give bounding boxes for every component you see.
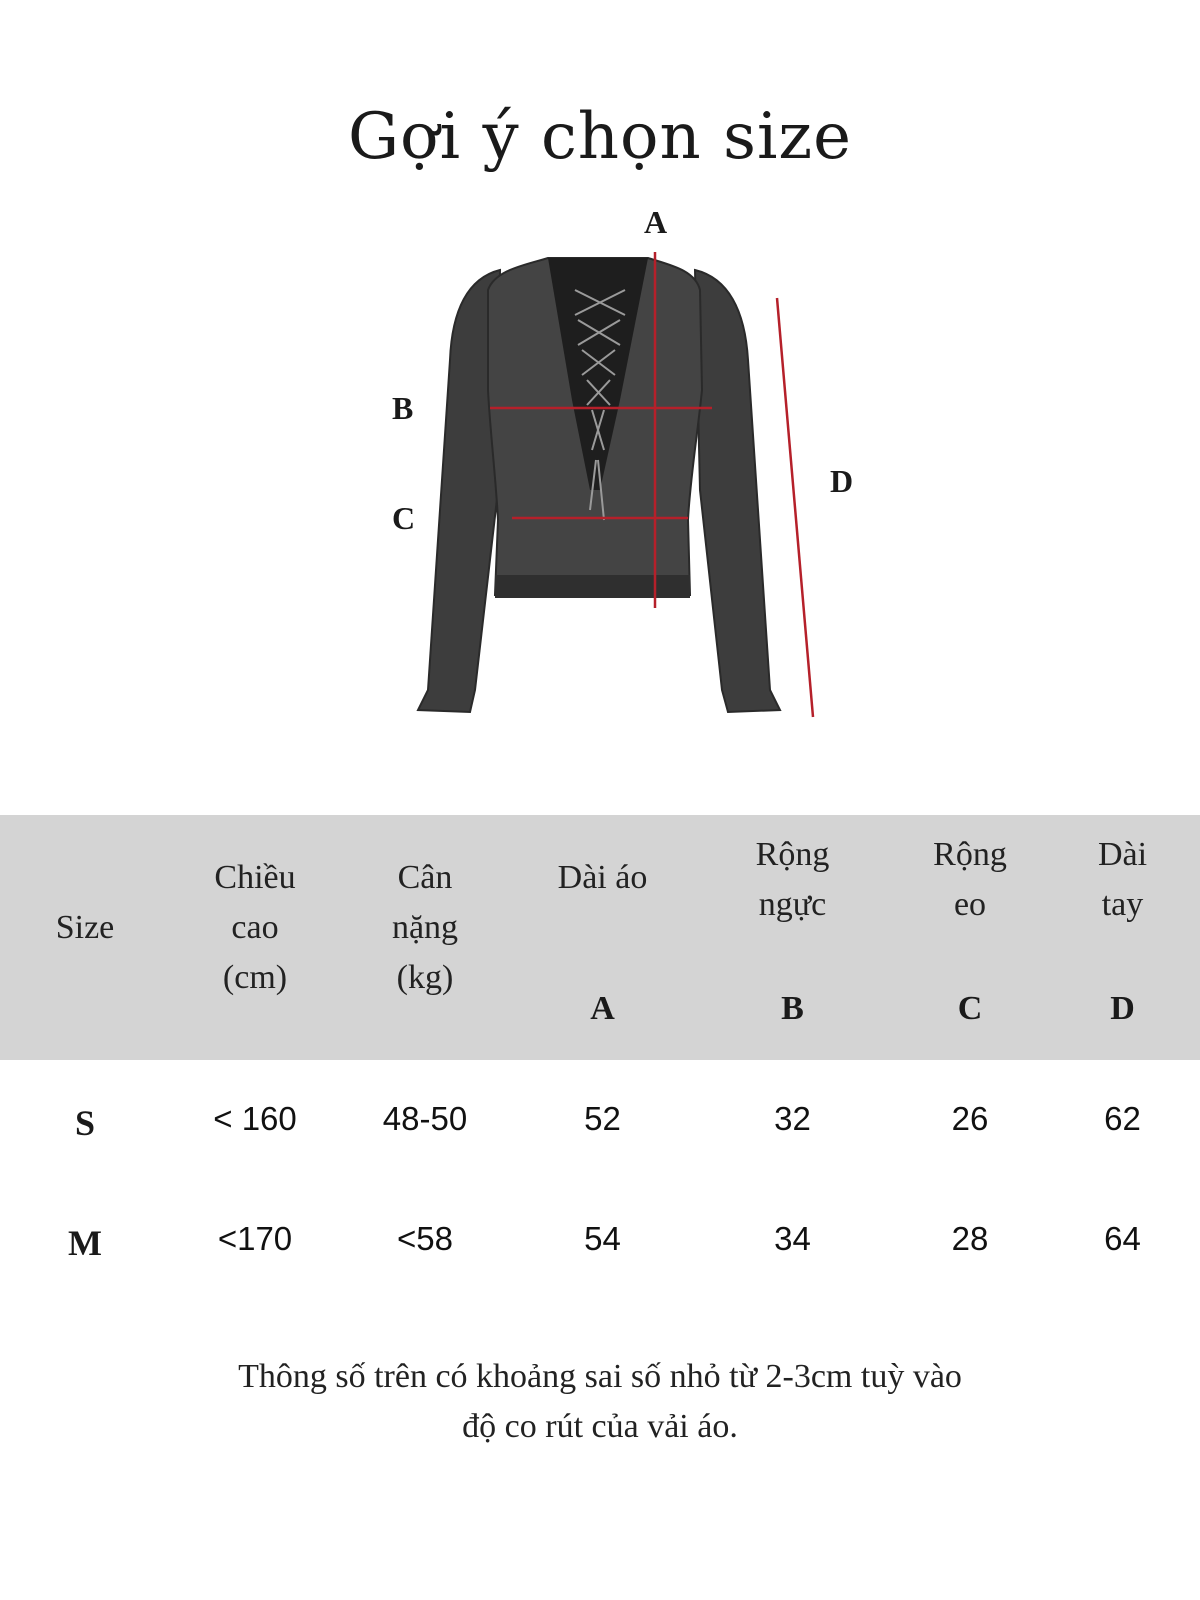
header-weight-line3: (kg)	[396, 959, 454, 996]
cell-chest: 32	[774, 1100, 811, 1137]
cell-length: 52	[584, 1100, 621, 1137]
cell-sleeve: 64	[1104, 1220, 1141, 1257]
header-height-line3: (cm)	[222, 959, 288, 996]
cell-height: <170	[217, 1220, 293, 1257]
page-title: Gợi ý chọn size	[347, 100, 853, 174]
line-d	[777, 298, 813, 717]
cell-weight: <58	[397, 1220, 453, 1257]
garment-illustration	[0, 190, 1200, 750]
header-waist-line2: eo	[953, 886, 987, 923]
cell-chest: 34	[774, 1220, 811, 1257]
header-weight	[340, 853, 510, 1003]
label-d: D	[830, 463, 854, 499]
cell-height: < 160	[213, 1100, 297, 1137]
header-sleeve-letter: D	[1110, 990, 1135, 1027]
cell-weight: 48-50	[382, 1100, 468, 1137]
label-c: C	[392, 500, 416, 536]
cell-sleeve: 62	[1104, 1100, 1141, 1137]
label-b: B	[392, 390, 414, 426]
header-chest-letter: B	[781, 990, 804, 1027]
header-weight-line2: nặng	[391, 909, 459, 946]
cell-length: 54	[584, 1220, 621, 1257]
header-waist-line1: Rộng	[933, 836, 1007, 873]
cell-waist: 28	[951, 1220, 989, 1257]
header-waist-letter: C	[957, 990, 983, 1027]
header-sleeve	[1045, 830, 1200, 930]
row-size-m: M	[68, 1223, 102, 1263]
size-table-header	[0, 815, 1200, 1060]
garment-diagram	[0, 190, 1200, 750]
header-height	[170, 853, 340, 1003]
tolerance-note	[150, 1352, 1050, 1452]
header-sleeve-line1: Dài	[1097, 836, 1148, 873]
row-size-s: S	[74, 1103, 96, 1143]
header-chest-line2: ngực	[758, 886, 827, 923]
hem-band	[495, 575, 690, 598]
header-length-letter: A	[590, 990, 615, 1027]
header-height-line1: Chiều	[214, 859, 296, 896]
header-height-line2: cao	[231, 909, 279, 946]
note-line-2: độ co rút của vải áo.	[462, 1408, 738, 1445]
label-a: A	[644, 204, 668, 240]
header-waist	[880, 830, 1060, 930]
header-size: Size	[55, 909, 115, 946]
header-sleeve-line2: tay	[1101, 886, 1144, 923]
right-sleeve	[695, 270, 780, 712]
header-length: Dài áo	[557, 859, 648, 896]
header-weight-line1: Cân	[397, 859, 453, 896]
header-chest	[700, 830, 885, 930]
cell-waist: 26	[951, 1100, 989, 1137]
header-chest-line1: Rộng	[755, 836, 830, 873]
note-line-1: Thông số trên có khoảng sai số nhỏ từ 2-3cm tuỳ vào	[238, 1358, 962, 1395]
